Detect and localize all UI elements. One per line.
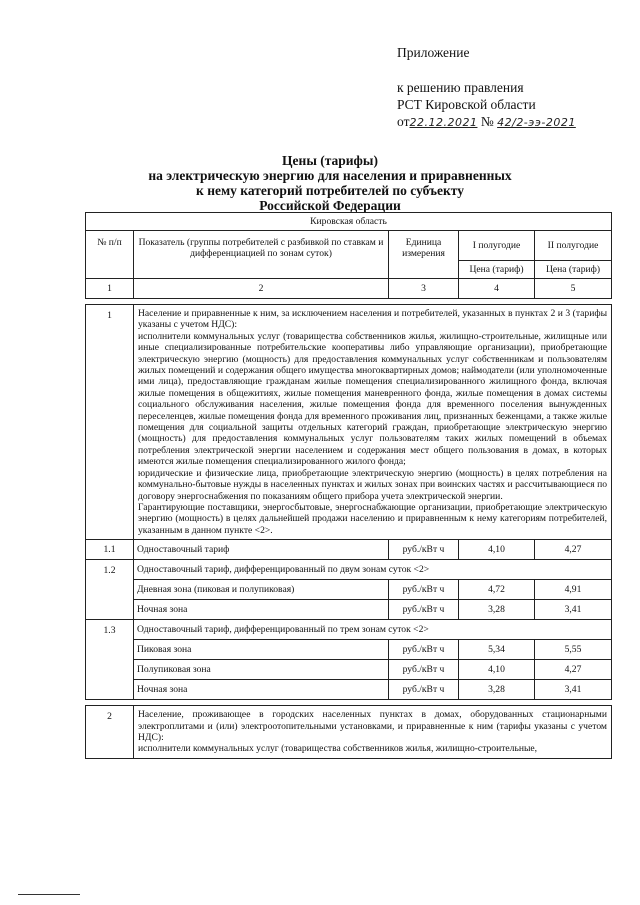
row-unit: руб./кВт ч <box>389 680 459 700</box>
appendix-block <box>397 44 576 131</box>
section-paragraph: Население, проживающее в городских населенных пунктах в домах, оборудованных стационарными электроплитами и (или) электроотопительными установками, и приравненные к ним (тарифы указаны с учетом НДС): <box>138 709 608 743</box>
table-row <box>86 620 612 640</box>
date-prefix: от <box>397 114 410 129</box>
row-unit: руб./кВт ч <box>389 640 459 660</box>
column-index-row <box>86 279 612 299</box>
authority-line: РСТ Кировской области <box>397 97 536 112</box>
price-h1: 4,72 <box>459 580 535 600</box>
table-row <box>86 580 612 600</box>
section-row <box>86 706 612 759</box>
header-price-2: Цена (тариф) <box>535 261 612 279</box>
row-name: Полупиковая зона <box>134 660 389 680</box>
header-unit: Единица измерения <box>389 231 459 279</box>
price-h1: 3,28 <box>459 600 535 620</box>
section-paragraph: исполнители коммунальных услуг (товарищества собственников жилья, жилищно-строительные, <box>138 743 538 755</box>
index-cell: 1 <box>86 279 134 299</box>
title-line-1: Цены (тарифы) <box>282 153 378 168</box>
row-unit: руб./кВт ч <box>389 580 459 600</box>
tariff-table <box>85 212 612 759</box>
price-h2: 3,41 <box>535 680 612 700</box>
price-h2: 3,41 <box>535 600 612 620</box>
price-h1: 4,10 <box>459 660 535 680</box>
row-number: 1.3 <box>86 620 134 700</box>
section-paragraph: Население и приравненные к ним, за исключением населения и потребителей, указанных в пунктах 2 и 3 (тарифы указаны с учетом НДС): <box>138 308 608 331</box>
header-h1: I полугодие <box>459 231 535 261</box>
row-name: Одноставочный тариф <box>134 540 389 560</box>
table-row <box>86 600 612 620</box>
subsection-heading: Одноставочный тариф, дифференцированный по трем зонам суток <2> <box>134 620 612 640</box>
price-h1: 3,28 <box>459 680 535 700</box>
price-h2: 5,55 <box>535 640 612 660</box>
section-paragraph: исполнители коммунальных услуг (товарищества собственников жилья, жилищно-строительные, жилищные или иные специализированные потребительские кооперативы либо управляющие организации), приобретающие электрическую энергию (мощность) для предоставления коммунальных услуг собственникам и пользователям жилых помещений и содержания общего имущества многоквартирных домов; наймодатели (или уполномоченные ими лица), предоставляющие гражданам жилые помещения специализированного жилищного фонда, включая жилые помещения в общежитиях, жилые помещения маневренного фонда, жилые помещения в домах системы социального обслуживания населения, жилые помещения фонда для временного поселения вынужденных переселенцев, жилые помещения фонда для временного проживания лиц, признанных беженцами, а также жилые помещения для социальной защиты отдельных категорий граждан, приобретающие электрическую энергию (мощность) для предоставления коммунальных услуг пользователям таких жилых помещений в объемах потребления электрической энергии населением и содержания мест общего пользования в домах, в которых имеются жилые помещения специализированного жилого фонда; <box>138 330 608 468</box>
handwritten-number: 42/2-ээ-2021 <box>497 116 576 129</box>
price-h2: 4,27 <box>535 540 612 560</box>
price-h2: 4,91 <box>535 580 612 600</box>
table-row <box>86 660 612 680</box>
row-name: Ночная зона <box>134 680 389 700</box>
row-unit: руб./кВт ч <box>389 660 459 680</box>
table-header-row <box>86 231 612 261</box>
reference-line <box>397 113 576 131</box>
row-number: 2 <box>86 706 134 759</box>
appendix-label: Приложение <box>397 45 470 60</box>
section-row <box>86 305 612 540</box>
title-line-3: к нему категорий потребителей по субъекту <box>196 183 464 198</box>
table-row <box>86 560 612 580</box>
row-name: Дневная зона (пиковая и полупиковая) <box>134 580 389 600</box>
number-prefix: № <box>480 114 494 129</box>
header-price-1: Цена (тариф) <box>459 261 535 279</box>
document-title <box>120 153 540 213</box>
row-number: 1.2 <box>86 560 134 620</box>
price-h1: 5,34 <box>459 640 535 660</box>
section-description <box>134 305 612 540</box>
handwritten-date: 22.12.2021 <box>409 116 478 129</box>
table-row <box>86 680 612 700</box>
index-cell: 3 <box>389 279 459 299</box>
row-number: 1 <box>86 305 134 540</box>
row-name: Ночная зона <box>134 600 389 620</box>
row-unit: руб./кВт ч <box>389 540 459 560</box>
index-cell: 2 <box>134 279 389 299</box>
section-paragraph: Гарантирующие поставщики, энергосбытовые, энергоснабжающие организации, приобретающие электрическую энергию (мощность) в целях дальнейшей продажи населению и приравненным к нему категориям потребителей, указанным в данном пункте <2>. <box>138 501 608 536</box>
header-indicator: Показатель (группы потребителей с разбивкой по ставкам и дифференциацией по зонам суток) <box>134 231 389 279</box>
header-num: № п/п <box>86 231 134 279</box>
title-line-4: Российской Федерации <box>259 198 401 213</box>
header-h2: II полугодие <box>535 231 612 261</box>
price-h1: 4,10 <box>459 540 535 560</box>
row-number: 1.1 <box>86 540 134 560</box>
index-cell: 5 <box>535 279 612 299</box>
index-cell: 4 <box>459 279 535 299</box>
price-h2: 4,27 <box>535 660 612 680</box>
section-paragraph: юридические и физические лица, приобретающие электрическую энергию (мощность) в целях потребления на коммунально-бытовые нужды в населенных пунктах и жилых зонах при воинских частях и рассчитывающиеся по договору энергоснабжения по показаниям общего прибора учета электрической энергии. <box>138 467 608 502</box>
row-name: Пиковая зона <box>134 640 389 660</box>
region-cell: Кировская область <box>86 213 612 231</box>
decision-line: к решению правления <box>397 80 524 95</box>
table-row <box>86 213 612 231</box>
subsection-heading: Одноставочный тариф, дифференцированный по двум зонам суток <2> <box>134 560 612 580</box>
table-row <box>86 540 612 560</box>
row-unit: руб./кВт ч <box>389 600 459 620</box>
title-line-2: на электрическую энергию для населения и приравненных <box>148 168 512 183</box>
section-description <box>134 706 612 759</box>
footnote-rule <box>18 894 80 895</box>
table-row <box>86 640 612 660</box>
